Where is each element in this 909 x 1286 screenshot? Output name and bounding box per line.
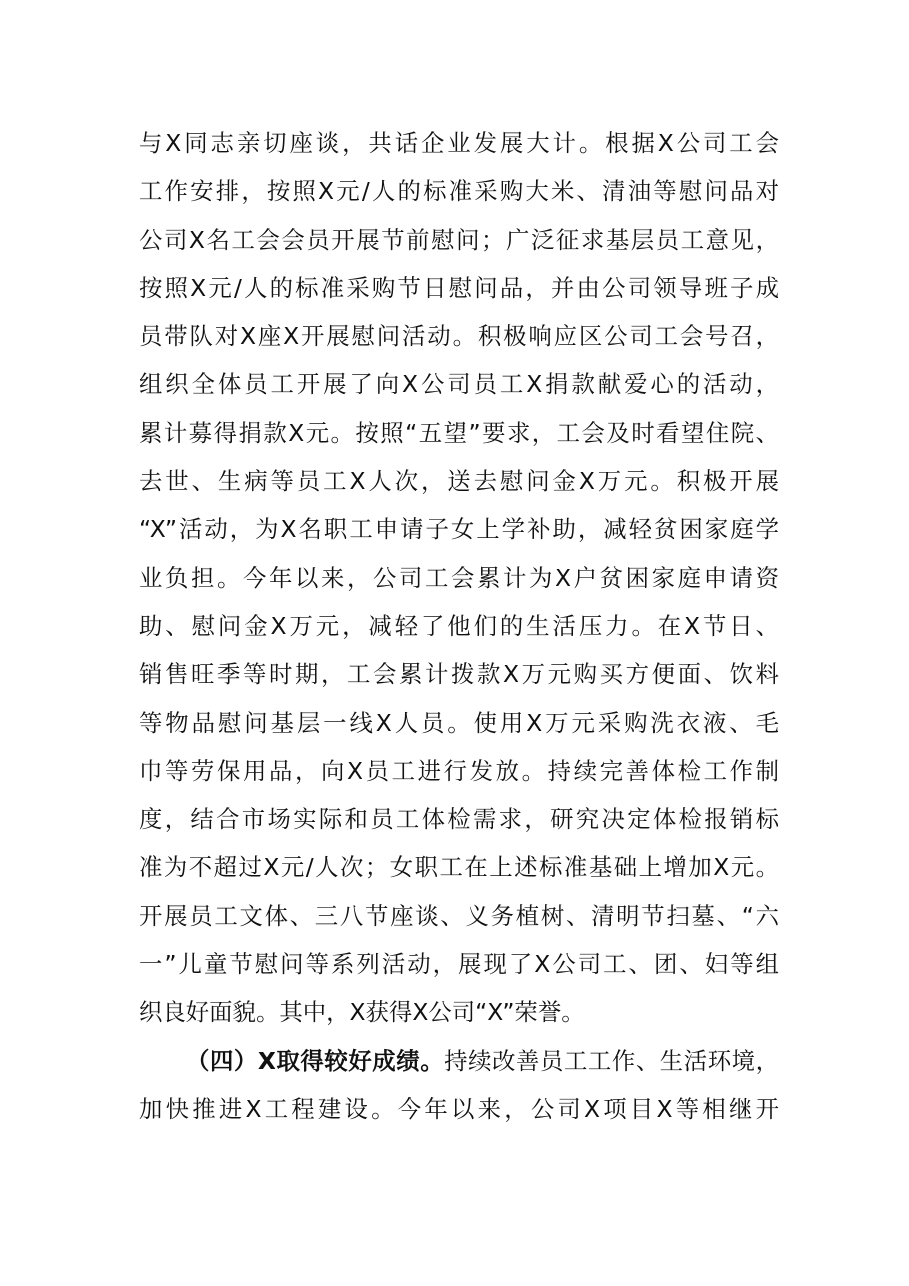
paragraph-line: 准为不超过X元/人次；女职工在上述标准基础上增加X元。 [139, 853, 779, 882]
paragraph-line: 助、慰问金X万元，减轻了他们的生活压力。在X节日、 [139, 611, 779, 640]
paragraph-line: 织良好面貌。其中，X获得X公司“X”荣誉。 [139, 998, 585, 1027]
paragraph-line: 按照X元/人的标准采购节日慰问品，并由公司领导班子成 [139, 273, 779, 302]
paragraph-line: 巾等劳保用品，向X员工进行发放。持续完善体检工作制 [139, 756, 779, 785]
paragraph-line: 加快推进X工程建设。今年以来，公司X项目X等相继开 [139, 1094, 779, 1123]
section-text: 持续改善员工工作、生活环境， [444, 1046, 779, 1075]
paragraph-line: 公司X名工会会员开展节前慰问；广泛征求基层员工意见， [139, 225, 779, 254]
section-heading: （四）X取得较好成绩。 [186, 1046, 445, 1075]
paragraph-line: 员带队对X座X开展慰问活动。积极响应区公司工会号召， [139, 322, 779, 351]
paragraph-line: 度，结合市场实际和员工体检需求，研究决定体检报销标 [139, 805, 779, 834]
paragraph-line: 等物品慰问基层一线X人员。使用X万元采购洗衣液、毛 [139, 708, 779, 737]
paragraph-line: 工作安排，按照X元/人的标准采购大米、清油等慰问品对 [139, 177, 779, 206]
paragraph-line: 开展员工文体、三八节座谈、义务植树、清明节扫墓、“六 [139, 901, 779, 930]
paragraph-line: 累计募得捐款X元。按照“五望”要求，工会及时看望住院、 [139, 418, 779, 447]
paragraph-line: 业负担。今年以来，公司工会累计为X户贫困家庭申请资 [139, 563, 779, 592]
paragraph-line: 去世、生病等员工X人次，送去慰问金X万元。积极开展 [139, 467, 779, 496]
section-heading-line [139, 1037, 779, 1085]
paragraph-line: 一”儿童节慰问等系列活动，展现了X公司工、团、妇等组 [139, 950, 779, 979]
paragraph-line: 销售旺季等时期，工会累计拨款X万元购买方便面、饮料 [139, 660, 779, 689]
paragraph-line: 组织全体员工开展了向X公司员工X捐款献爱心的活动， [139, 370, 779, 399]
document-body [139, 119, 779, 1133]
paragraph-line: “X”活动，为X名职工申请子女上学补助，减轻贫困家庭学 [139, 515, 779, 544]
paragraph-line: 与X同志亲切座谈，共话企业发展大计。根据X公司工会 [139, 129, 779, 157]
